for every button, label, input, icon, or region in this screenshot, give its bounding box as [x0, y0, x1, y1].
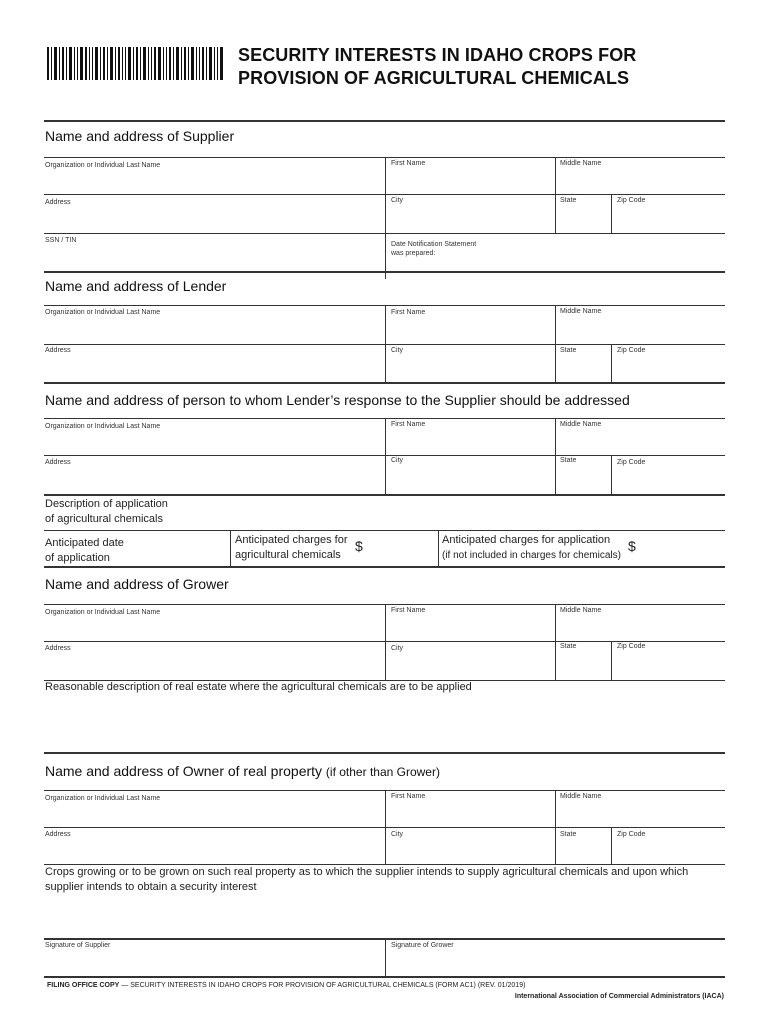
field-border: [611, 194, 612, 233]
charges-application-dollar: $: [628, 538, 636, 554]
supplier-zip-field[interactable]: [613, 208, 725, 232]
response-state-field[interactable]: [557, 468, 609, 492]
grower-zip-label: Zip Code: [617, 643, 646, 650]
anticipated-date-label: [45, 536, 124, 566]
owner-city-label: City: [391, 831, 404, 838]
lender-last-name-field[interactable]: [45, 318, 383, 342]
form-title-line1: SECURITY INTERESTS IN IDAHO CROPS FOR: [238, 45, 637, 65]
section-grower-heading: Name and address of Grower: [45, 576, 229, 592]
section-divider: [44, 271, 725, 273]
response-city-label: City: [391, 457, 404, 464]
supplier-last-name-field[interactable]: [45, 171, 383, 193]
supplier-address-label: Address: [45, 199, 71, 206]
crops-description-label: [45, 865, 735, 895]
anticipated-date-field[interactable]: [150, 533, 228, 563]
anticipated-date-line1: Anticipated date: [45, 537, 124, 549]
section-divider: [44, 976, 725, 978]
form-title-line2: PROVISION OF AGRICULTURAL CHEMICALS: [238, 68, 630, 88]
response-last-name-field[interactable]: [45, 431, 383, 453]
supplier-zip-label: Zip Code: [617, 197, 646, 204]
grower-state-field[interactable]: [557, 655, 609, 679]
crops-description-field[interactable]: [45, 896, 725, 936]
response-first-name-field[interactable]: [387, 431, 553, 453]
application-description-label: [45, 497, 168, 527]
response-city-field[interactable]: [387, 468, 553, 492]
footer-form-info: [47, 982, 525, 989]
field-border: [230, 530, 231, 566]
grower-last-name-field[interactable]: [45, 617, 383, 639]
supplier-first-name-label: First Name: [391, 160, 426, 167]
field-border: [44, 827, 725, 828]
lender-address-field[interactable]: [45, 357, 383, 381]
owner-zip-label: Zip Code: [617, 831, 646, 838]
application-description-field[interactable]: [180, 498, 725, 528]
owner-state-field[interactable]: [557, 840, 609, 862]
form-title: [238, 44, 636, 90]
supplier-state-field[interactable]: [557, 208, 609, 232]
supplier-first-name-field[interactable]: [387, 171, 553, 193]
owner-zip-field[interactable]: [613, 840, 725, 862]
response-state-label: State: [560, 457, 577, 464]
lender-zip-field[interactable]: [613, 357, 725, 381]
supplier-middle-name-field[interactable]: [557, 171, 725, 193]
owner-last-name-label: Organization or Individual Last Name: [45, 795, 161, 802]
section-divider: [44, 494, 725, 496]
field-border: [385, 418, 386, 494]
crops-description-line1: Crops growing or to be grown on such real property as to which the supplier intends to supply agricultural chemicals and upon which: [45, 866, 689, 878]
section-divider: [44, 752, 725, 754]
response-zip-field[interactable]: [613, 468, 725, 492]
field-border: [44, 455, 725, 456]
date-notification-label-line2: was prepared:: [391, 250, 436, 257]
charges-application-line1: Anticipated charges for application: [442, 534, 611, 546]
field-border: [555, 157, 556, 233]
lender-zip-label: Zip Code: [617, 347, 646, 354]
field-border: [44, 641, 725, 642]
supplier-ssn-field[interactable]: [45, 247, 383, 271]
section-owner-title: Name and address of Owner of real property: [45, 763, 323, 779]
field-border: [611, 455, 612, 494]
owner-last-name-field[interactable]: [45, 803, 383, 825]
field-border: [44, 233, 725, 234]
section-supplier-heading: Name and address of Supplier: [45, 128, 235, 144]
response-address-label: Address: [45, 459, 71, 466]
field-border: [611, 344, 612, 382]
section-response-heading: Name and address of person to whom Lender’s response to the Supplier should be addressed: [45, 392, 630, 408]
application-description-line2: of agricultural chemicals: [45, 513, 163, 525]
grower-zip-field[interactable]: [613, 655, 725, 679]
response-last-name-label: Organization or Individual Last Name: [45, 423, 161, 430]
grower-address-field[interactable]: [45, 655, 383, 679]
charges-chemicals-dollar: $: [355, 538, 363, 554]
owner-middle-name-field[interactable]: [557, 803, 725, 825]
footer-organization: International Association of Commercial Administrators (IACA): [514, 993, 724, 1000]
field-border: [44, 344, 725, 345]
lender-first-name-label: First Name: [391, 309, 426, 316]
grower-middle-name-field[interactable]: [557, 617, 725, 639]
lender-last-name-label: Organization or Individual Last Name: [45, 309, 161, 316]
charges-chemicals-label: [235, 533, 348, 563]
field-border: [385, 604, 386, 680]
field-border: [385, 938, 386, 976]
field-border: [555, 604, 556, 680]
grower-first-name-label: First Name: [391, 607, 426, 614]
field-border: [611, 827, 612, 864]
date-notification-label-line1: Date Notification Statement: [391, 241, 477, 248]
signature-grower-label: Signature of Grower: [391, 942, 454, 949]
application-description-line1: Description of application: [45, 498, 168, 510]
section-divider: [44, 120, 725, 122]
section-lender-heading: Name and address of Lender: [45, 278, 227, 294]
owner-address-field[interactable]: [45, 840, 383, 862]
field-border: [555, 418, 556, 494]
supplier-ssn-label: SSN / TIN: [45, 237, 77, 244]
response-middle-name-field[interactable]: [557, 431, 725, 453]
grower-city-label: City: [391, 645, 404, 652]
lender-city-field[interactable]: [387, 357, 553, 381]
section-divider: [44, 566, 725, 568]
field-border: [611, 641, 612, 680]
charges-application-line2: (if not included in charges for chemicals): [442, 550, 621, 561]
response-address-field[interactable]: [45, 468, 383, 492]
owner-first-name-field[interactable]: [387, 803, 553, 825]
signature-grower-field[interactable]: [387, 952, 725, 974]
grower-city-field[interactable]: [387, 655, 553, 679]
response-zip-label: Zip Code: [617, 459, 646, 466]
grower-address-label: Address: [45, 645, 71, 652]
supplier-city-field[interactable]: [387, 208, 553, 232]
crops-description-line2: supplier intends to obtain a security interest: [45, 881, 257, 893]
signature-supplier-field[interactable]: [45, 952, 383, 974]
supplier-city-label: City: [391, 197, 404, 204]
grower-state-label: State: [560, 643, 577, 650]
charges-application-label: [442, 533, 621, 563]
field-border: [44, 194, 725, 195]
barcode-image: [47, 47, 223, 80]
charges-chemicals-line2: agricultural chemicals: [235, 549, 341, 561]
footer-copy-label: FILING OFFICE COPY: [47, 982, 120, 989]
owner-first-name-label: First Name: [391, 793, 426, 800]
grower-middle-name-label: Middle Name: [560, 607, 602, 614]
lender-city-label: City: [391, 347, 404, 354]
response-middle-name-label: Middle Name: [560, 421, 602, 428]
lender-middle-name-field[interactable]: [557, 318, 725, 342]
owner-state-label: State: [560, 831, 577, 838]
field-border: [385, 157, 386, 279]
real-estate-description-label: Reasonable description of real estate where the agricultural chemicals are to be applied: [45, 681, 472, 693]
charges-chemicals-line1: Anticipated charges for: [235, 534, 348, 546]
signature-supplier-label: Signature of Supplier: [45, 942, 111, 949]
grower-last-name-label: Organization or Individual Last Name: [45, 609, 161, 616]
charges-application-field[interactable]: [640, 533, 725, 563]
supplier-address-field[interactable]: [45, 208, 383, 232]
supplier-state-label: State: [560, 197, 577, 204]
charges-chemicals-field[interactable]: [366, 533, 436, 563]
owner-address-label: Address: [45, 831, 71, 838]
real-estate-description-field[interactable]: [45, 697, 725, 749]
response-first-name-label: First Name: [391, 421, 426, 428]
supplier-middle-name-label: Middle Name: [560, 160, 602, 167]
owner-city-field[interactable]: [387, 840, 553, 862]
footer-form-text: — SECURITY INTERESTS IN IDAHO CROPS FOR PROVISION OF AGRICULTURAL CHEMICALS (FORM AC1) (REV. 01/2019): [119, 982, 526, 989]
section-owner-note: (if other than Grower): [325, 765, 440, 779]
supplier-last-name-label: Organization or Individual Last Name: [45, 162, 161, 169]
lender-middle-name-label: Middle Name: [560, 308, 602, 315]
lender-address-label: Address: [45, 347, 71, 354]
grower-first-name-field[interactable]: [387, 617, 553, 639]
owner-middle-name-label: Middle Name: [560, 793, 602, 800]
section-divider: [44, 382, 725, 384]
lender-state-label: State: [560, 347, 577, 354]
date-notification-field[interactable]: [440, 248, 725, 272]
field-border: [438, 530, 439, 566]
lender-state-field[interactable]: [557, 357, 609, 381]
anticipated-date-line2: of application: [45, 552, 110, 564]
section-owner-heading: [45, 763, 440, 779]
lender-first-name-field[interactable]: [387, 318, 553, 342]
field-border: [44, 530, 725, 531]
